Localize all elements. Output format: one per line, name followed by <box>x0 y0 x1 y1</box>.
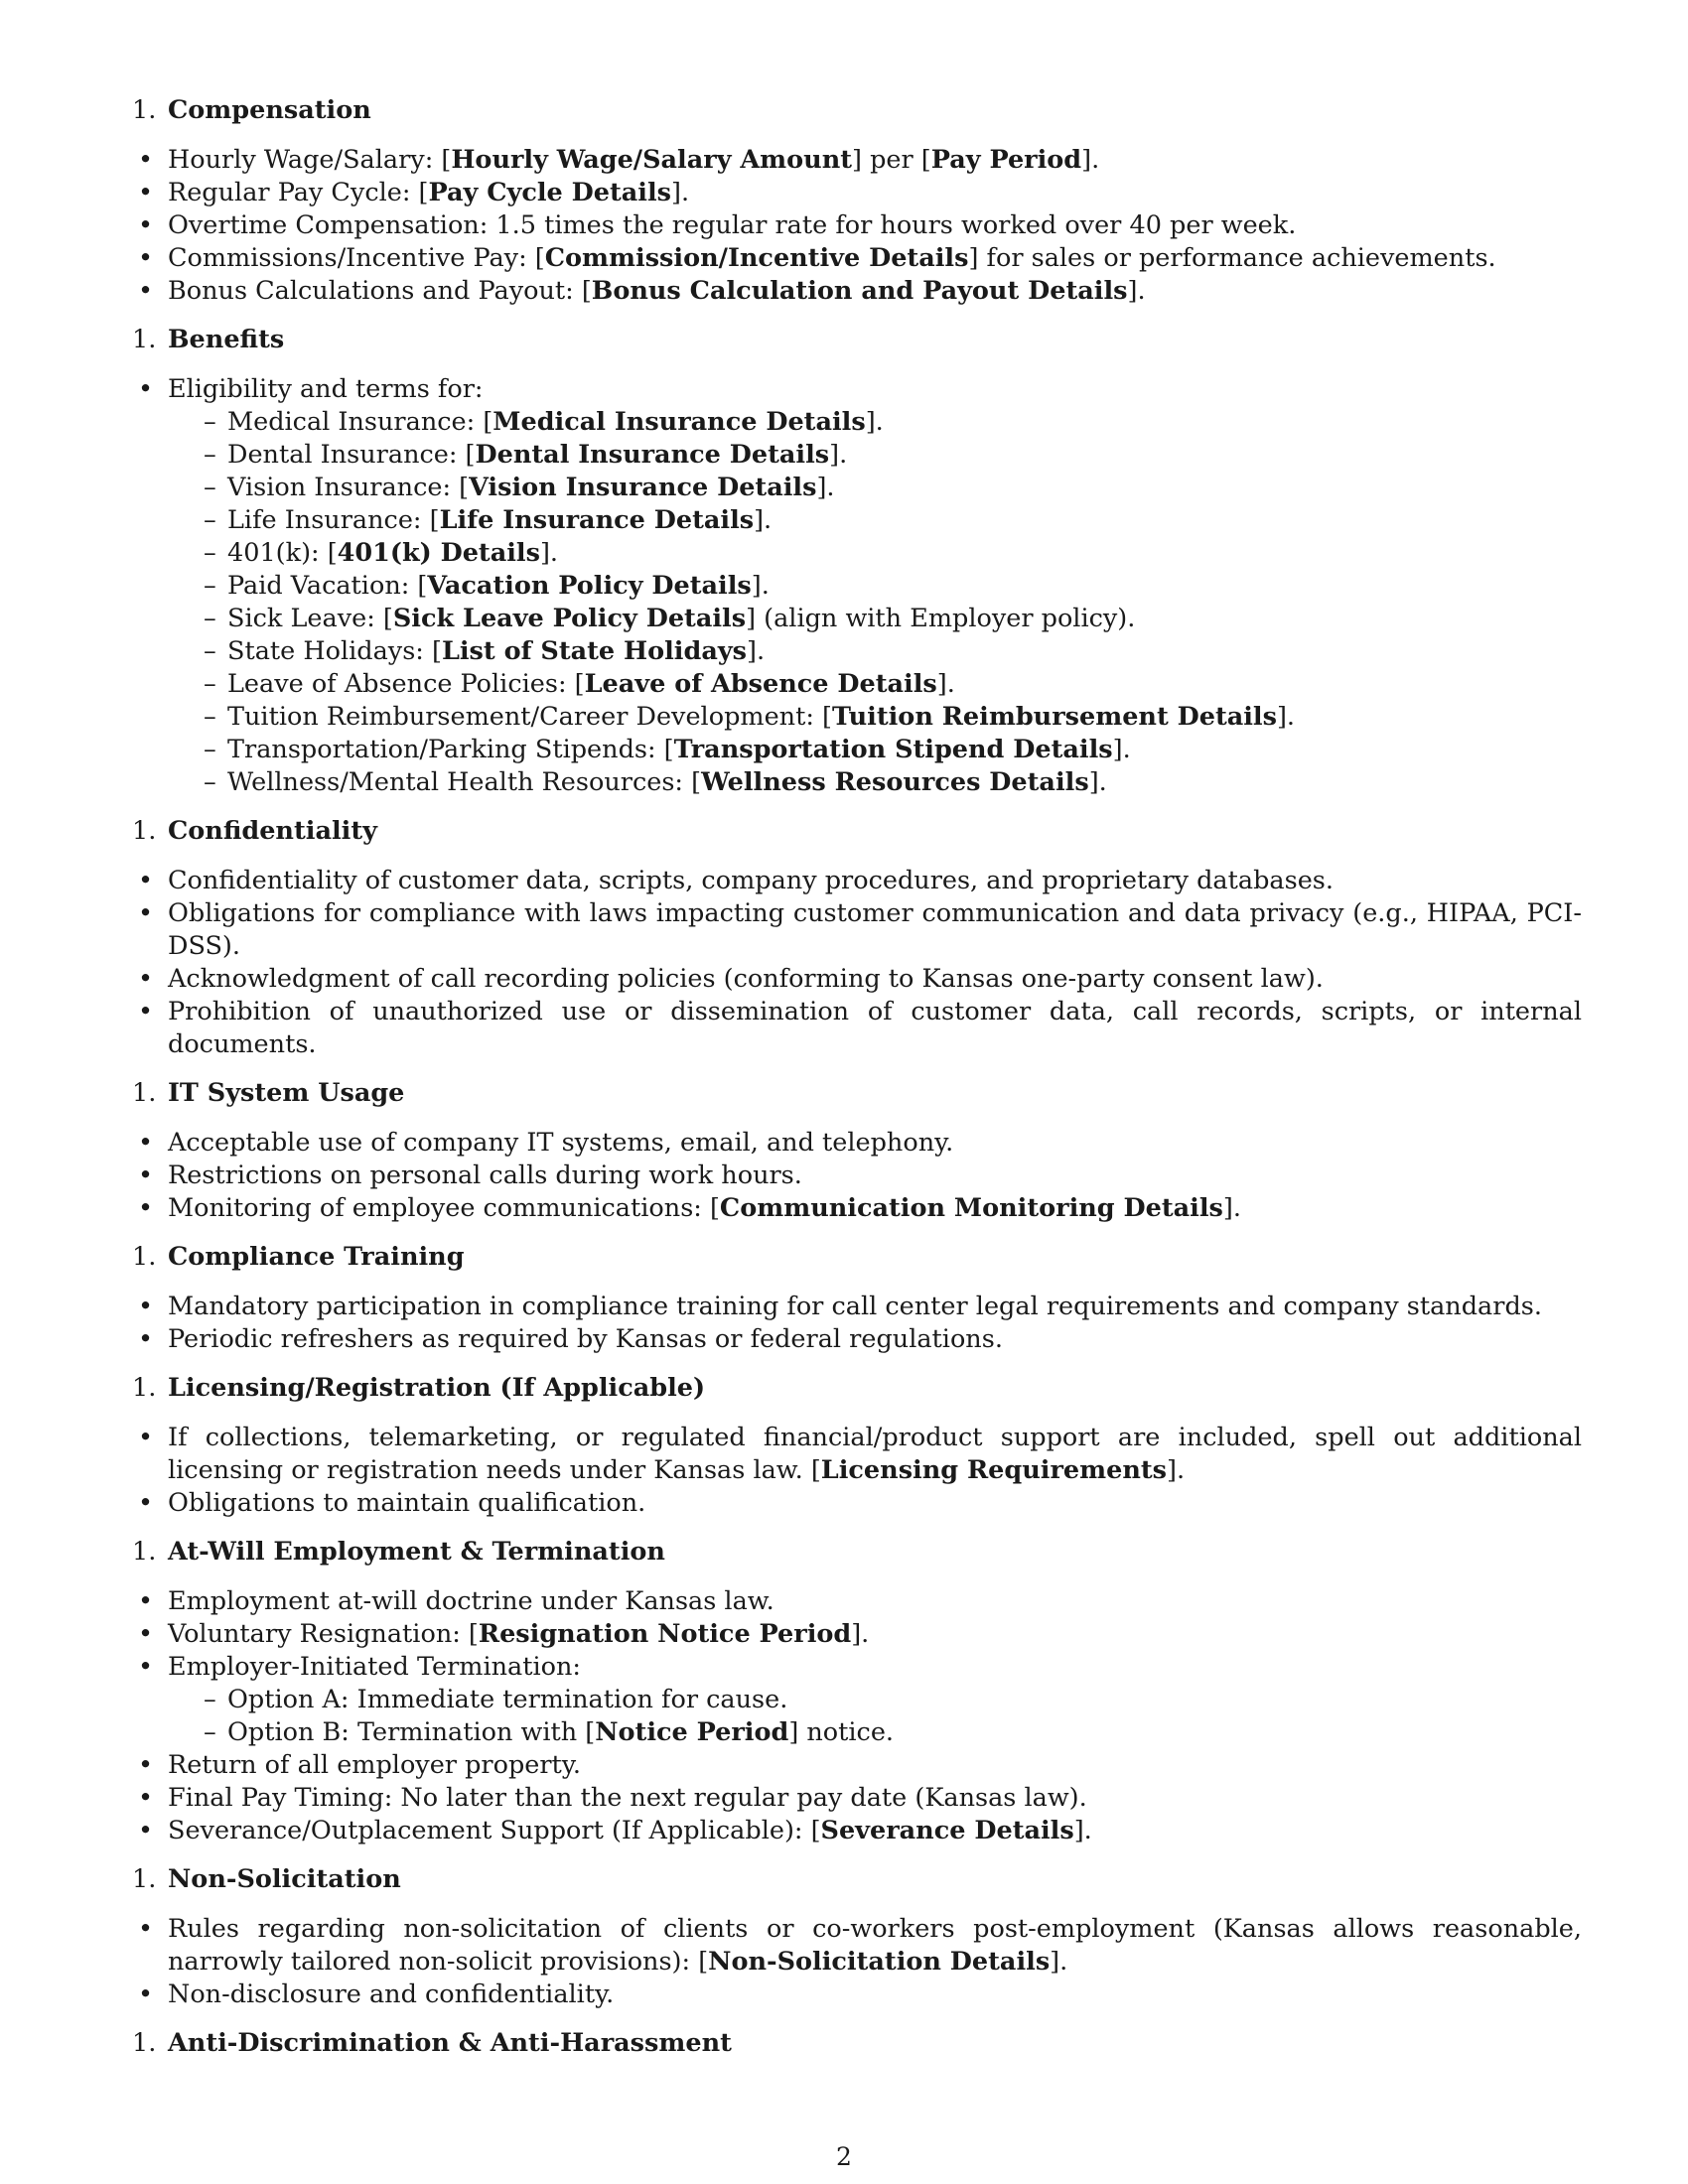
section-title: Anti-Discrimination & Anti-Harassment <box>168 2028 732 2058</box>
bullet-marker: • <box>138 1783 154 1813</box>
dash-marker: – <box>204 669 216 699</box>
bullet-marker: • <box>138 1750 154 1780</box>
bullet-marker: • <box>138 210 154 240</box>
dash-marker: – <box>204 767 216 797</box>
bullet-marker: • <box>138 1193 154 1223</box>
dash-marker: – <box>204 702 216 732</box>
list-item: • Acceptable use of company IT systems, email, and telephony. <box>138 1128 954 1158</box>
list-item: • Monitoring of employee communications: [Communication Monitoring Details]. <box>138 1193 1241 1223</box>
bullet-marker: • <box>138 1914 154 1944</box>
section-title: Licensing/Registration (If Applicable) <box>168 1373 706 1403</box>
bullet-marker: • <box>138 997 154 1026</box>
list-item: • Periodic refreshers as required by Kansas or federal regulations. <box>138 1324 1003 1354</box>
bullet-list <box>132 373 1582 799</box>
bullet-marker: • <box>138 964 154 994</box>
sub-list-item: – Paid Vacation: [Vacation Policy Details]. <box>204 571 770 601</box>
sub-list <box>168 1684 1582 1749</box>
section-number: 1. <box>132 95 157 125</box>
list-item: • Obligations for compliance with laws impacting customer communication and data privacy (e.g., HIPAA, PCI-DSS). <box>138 898 1582 961</box>
dash-marker: – <box>204 505 216 535</box>
dash-marker: – <box>204 407 216 437</box>
bullet-marker: • <box>138 1128 154 1158</box>
list-item: • Final Pay Timing: No later than the next regular pay date (Kansas law). <box>138 1783 1087 1813</box>
document-body <box>132 94 1582 2077</box>
dash-marker: – <box>204 636 216 666</box>
bullet-marker: • <box>138 178 154 207</box>
bullet-marker: • <box>138 898 154 928</box>
dash-marker: – <box>204 473 216 502</box>
sub-list-item: – Wellness/Mental Health Resources: [Wellness Resources Details]. <box>204 767 1107 797</box>
list-item: • Hourly Wage/Salary: [Hourly Wage/Salary Amount] per [Pay Period]. <box>138 145 1100 175</box>
list-item: • Restrictions on personal calls during work hours. <box>138 1160 802 1190</box>
bullet-list <box>132 1585 1582 1847</box>
list-item: • Acknowledgment of call recording policies (conforming to Kansas one-party consent law). <box>138 964 1324 994</box>
list-item: • Regular Pay Cycle: [Pay Cycle Details]. <box>138 178 690 207</box>
section-title: Confidentiality <box>168 816 377 846</box>
section-number: 1. <box>132 1242 157 1272</box>
bullet-list <box>132 1291 1582 1356</box>
dash-marker: – <box>204 735 216 764</box>
sub-list-item: – Option B: Termination with [Notice Period] notice. <box>204 1717 895 1747</box>
section-title: IT System Usage <box>168 1078 405 1108</box>
list-item: • Severance/Outplacement Support (If Applicable): [Severance Details]. <box>138 1816 1092 1845</box>
list-item: • Mandatory participation in compliance training for call center legal requirements and company standards. <box>138 1292 1542 1321</box>
section-anti-discrimination <box>132 2027 1582 2060</box>
section-benefits <box>132 324 1582 799</box>
sub-list-item: – State Holidays: [List of State Holidays]. <box>204 636 766 666</box>
bullet-list <box>132 144 1582 308</box>
section-number: 1. <box>132 816 157 846</box>
sub-list-item: – Medical Insurance: [Medical Insurance Details]. <box>204 407 884 437</box>
bullet-list <box>132 1422 1582 1520</box>
list-item: • Employer-Initiated Termination: – Option A: Immediate termination for cause. – Option B: Termination with [Notice Period] notice. <box>132 1651 1582 1749</box>
sub-list-item: – Sick Leave: [Sick Leave Policy Details] (align with Employer policy). <box>204 604 1136 633</box>
sub-list-item: – Life Insurance: [Life Insurance Details]. <box>204 505 773 535</box>
bullet-list <box>132 865 1582 1061</box>
bullet-marker: • <box>138 866 154 895</box>
section-compensation <box>132 94 1582 308</box>
sub-list-item: – Option A: Immediate termination for cause. <box>204 1685 788 1714</box>
sub-list-item: – Dental Insurance: [Dental Insurance Details]. <box>204 440 848 470</box>
list-item: • Prohibition of unauthorized use or dissemination of customer data, call records, scripts, or internal documents. <box>138 997 1582 1059</box>
sub-list-item: – Tuition Reimbursement/Career Development: [Tuition Reimbursement Details]. <box>204 702 1296 732</box>
list-item: • If collections, telemarketing, or regulated financial/product support are included, spell out additional licensing or registration needs under Kansas law. [Licensing Requirements]. <box>138 1423 1582 1485</box>
bullet-marker: • <box>138 1619 154 1649</box>
sub-list-item: – 401(k): [401(k) Details]. <box>204 538 559 568</box>
section-number: 1. <box>132 1537 157 1567</box>
section-number: 1. <box>132 2028 157 2058</box>
bullet-marker: • <box>138 1488 154 1518</box>
section-non-solicitation <box>132 1863 1582 2011</box>
dash-marker: – <box>204 440 216 470</box>
bullet-list <box>132 1127 1582 1225</box>
dash-marker: – <box>204 604 216 633</box>
bullet-marker: • <box>138 1816 154 1845</box>
section-number: 1. <box>132 325 157 354</box>
section-title: Benefits <box>168 325 285 354</box>
bullet-marker: • <box>138 1979 154 2009</box>
sub-list-item: – Leave of Absence Policies: [Leave of Absence Details]. <box>204 669 955 699</box>
dash-marker: – <box>204 538 216 568</box>
list-item: • Commissions/Incentive Pay: [Commission/Incentive Details] for sales or performance achievements. <box>138 243 1496 273</box>
sub-list-item: – Transportation/Parking Stipends: [Transportation Stipend Details]. <box>204 735 1131 764</box>
list-item: • Bonus Calculations and Payout: [Bonus Calculation and Payout Details]. <box>138 276 1146 306</box>
bullet-marker: • <box>138 145 154 175</box>
bullet-marker: • <box>138 1423 154 1452</box>
dash-marker: – <box>204 1685 216 1714</box>
dash-marker: – <box>204 1717 216 1747</box>
sub-list <box>168 406 1582 799</box>
list-item: • Eligibility and terms for: – Medical Insurance: [Medical Insurance Details]. – Dental Insurance: [Dental Insurance Details]. – Vision Insurance: [Vision Insurance Details]. – Life Insurance: [Life Insurance Details]. – 401(k): [401(k) Details]. – Paid Vacation: [Vacation Policy Details]. – Sick Leave: [Sick Leave Policy Details] (align with Employer policy). – State Holidays: [List of State Holidays]. – Leave of Absence Policies: [Leave of Absence Details]. – Tuition Reimbursement/Career Development: [Tuition Reimbursement Details]. – Transportation/Parking Stipends: [Transportation Stipend Details]. – Wellness/Mental Health Resources: [Wellness Resources Details]. <box>132 373 1582 799</box>
section-at-will-employment <box>132 1536 1582 1847</box>
section-title: Non-Solicitation <box>168 1864 401 1894</box>
dash-marker: – <box>204 571 216 601</box>
bullet-marker: • <box>138 276 154 306</box>
section-number: 1. <box>132 1078 157 1108</box>
bullet-marker: • <box>138 1652 154 1682</box>
section-title: Compensation <box>168 95 371 125</box>
section-title: Compliance Training <box>168 1242 465 1272</box>
section-confidentiality <box>132 815 1582 1061</box>
list-item: • Non-disclosure and confidentiality. <box>138 1979 615 2009</box>
bullet-marker: • <box>138 374 154 404</box>
list-item: • Return of all employer property. <box>138 1750 581 1780</box>
list-item: • Confidentiality of customer data, scripts, company procedures, and proprietary databases. <box>138 866 1334 895</box>
bullet-marker: • <box>138 1292 154 1321</box>
bullet-marker: • <box>138 243 154 273</box>
section-number: 1. <box>132 1864 157 1894</box>
list-item: • Rules regarding non-solicitation of clients or co-workers post-employment (Kansas allows reasonable, narrowly tailored non-solicit provisions): [Non-Solicitation Details]. <box>138 1914 1582 1977</box>
list-item: • Obligations to maintain qualification. <box>138 1488 646 1518</box>
list-item: • Overtime Compensation: 1.5 times the regular rate for hours worked over 40 per week. <box>138 210 1297 240</box>
list-item: • Employment at-will doctrine under Kansas law. <box>138 1586 774 1616</box>
section-title: At-Will Employment & Termination <box>168 1537 665 1567</box>
section-number: 1. <box>132 1373 157 1403</box>
sub-list-item: – Vision Insurance: [Vision Insurance Details]. <box>204 473 835 502</box>
page-number: 2 <box>836 2142 852 2171</box>
list-item: • Voluntary Resignation: [Resignation Notice Period]. <box>138 1619 870 1649</box>
bullet-marker: • <box>138 1586 154 1616</box>
bullet-list <box>132 1913 1582 2011</box>
bullet-marker: • <box>138 1160 154 1190</box>
section-it-system-usage <box>132 1077 1582 1225</box>
bullet-marker: • <box>138 1324 154 1354</box>
section-compliance-training <box>132 1241 1582 1356</box>
section-licensing-registration <box>132 1372 1582 1520</box>
